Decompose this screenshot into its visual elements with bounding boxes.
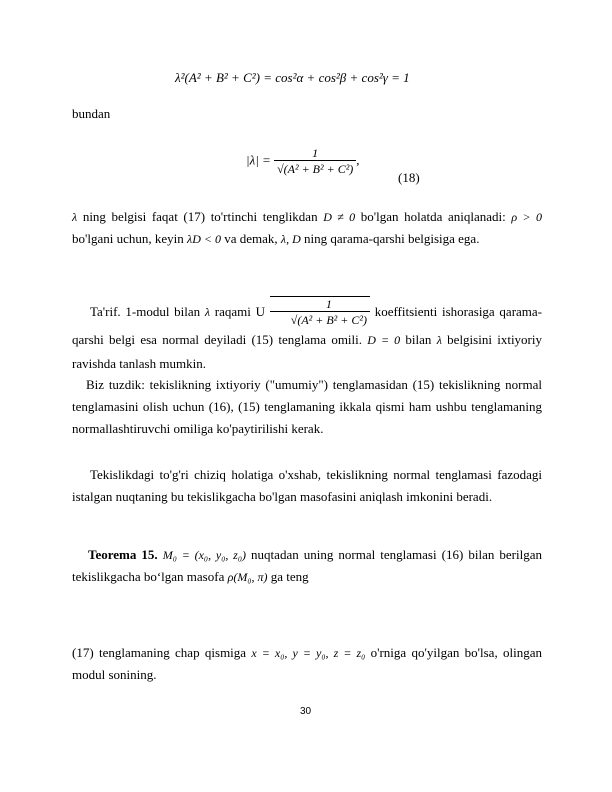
fraction-numerator: 1 <box>270 296 370 311</box>
equation-18-tag: (18) <box>398 170 420 185</box>
top-equation: λ²(A² + B² + C²) = cos²α + cos²β + cos²γ = 1 <box>175 70 410 85</box>
eq18-lhs: |λ| = <box>246 152 275 168</box>
paragraph-theorem-15 <box>72 544 542 588</box>
paragraph-lambda-sign <box>72 206 542 250</box>
text: belgisini ixtiyoriy ravishda tanlash mumkin. <box>72 332 543 371</box>
math-lambda-d-lt-0: λD < 0 <box>187 232 221 246</box>
math-lambda: λ <box>436 333 442 347</box>
math-d-neq-0: D ≠ 0 <box>323 210 356 224</box>
text: nuqtadan uning normal tenglamasi (16) bilan berilgan tekislikgacha bo‘lgan masofa <box>72 547 542 584</box>
text: bilan <box>400 332 437 347</box>
equation-18 <box>246 146 360 177</box>
math-m0: M₀ = (x₀, y₀, z₀) <box>162 548 247 562</box>
text: bo'lgani uchun, keyin <box>72 231 187 246</box>
math-rho-m0-pi: ρ(M₀, π) <box>227 570 268 584</box>
text: va demak, <box>220 231 281 246</box>
text: (17) tenglamaning chap qismiga <box>72 645 252 660</box>
math-lambda: λ <box>204 305 211 319</box>
paragraph-bundan: bundan <box>72 106 111 121</box>
text: ning belgisi faqat (17) to'rtinchi tenglikdan <box>77 209 324 224</box>
text: Ta'rif. 1-modul bilan <box>90 304 205 319</box>
eq18-tail: , <box>356 152 360 168</box>
math-d-eq-0: D = 0 <box>367 333 401 347</box>
text: ning qarama-qarshi belgisiga ega. <box>300 231 480 246</box>
paragraph-construction: Biz tuzdik: tekislikning ixtiyoriy ("umumiy") tenglamasidan (15) tekislikning normal tenglamasini olish uchun (16), (15) tenglamaning ikkala qismi ham ushbu tenglamaning normallashtiruvchi omiliga ko'paytirilishi kerak. <box>72 377 542 436</box>
fraction-denominator: √(A² + B² + C²) <box>270 311 370 328</box>
page-number: 30 <box>300 706 312 717</box>
text: ga teng <box>267 569 309 584</box>
text: koeffitsienti ishorasiga qarama-qarshi belgi esa normal deyiladi (15) tenglama omili. <box>72 304 543 347</box>
eq18-numerator: 1 <box>312 146 319 160</box>
paragraph-definition <box>72 296 542 375</box>
normalizing-fraction <box>270 296 370 328</box>
theorem-label: Teorema 15. <box>88 547 158 562</box>
text: raqami U <box>210 304 270 319</box>
eq18-denominator: √(A² + B² + C²) <box>274 160 356 177</box>
math-rho-gt-0: ρ > 0 <box>511 210 542 224</box>
math-lambda: λ <box>72 210 78 224</box>
eq18-fraction <box>274 146 356 177</box>
math-lambda-d: λ, D <box>280 232 301 246</box>
paragraph-distance: Tekislikdagi to'g'ri chiziq holatiga o'xshab, tekislikning normal tenglamasi fazodagi istalgan nuqtaning bu tekislikgacha bo'lgan masofasini aniqlash imkonini beradi. <box>72 467 542 504</box>
text: o'rniga qo'yilgan bo'lsa, olingan modul sonining. <box>72 645 542 682</box>
paragraph-substitution <box>72 642 542 686</box>
text: bo'lgan holatda aniqlanadi: <box>355 209 512 224</box>
math-x-y-z-substitution: x = x₀, y = y₀, z = z₀ <box>251 646 366 660</box>
